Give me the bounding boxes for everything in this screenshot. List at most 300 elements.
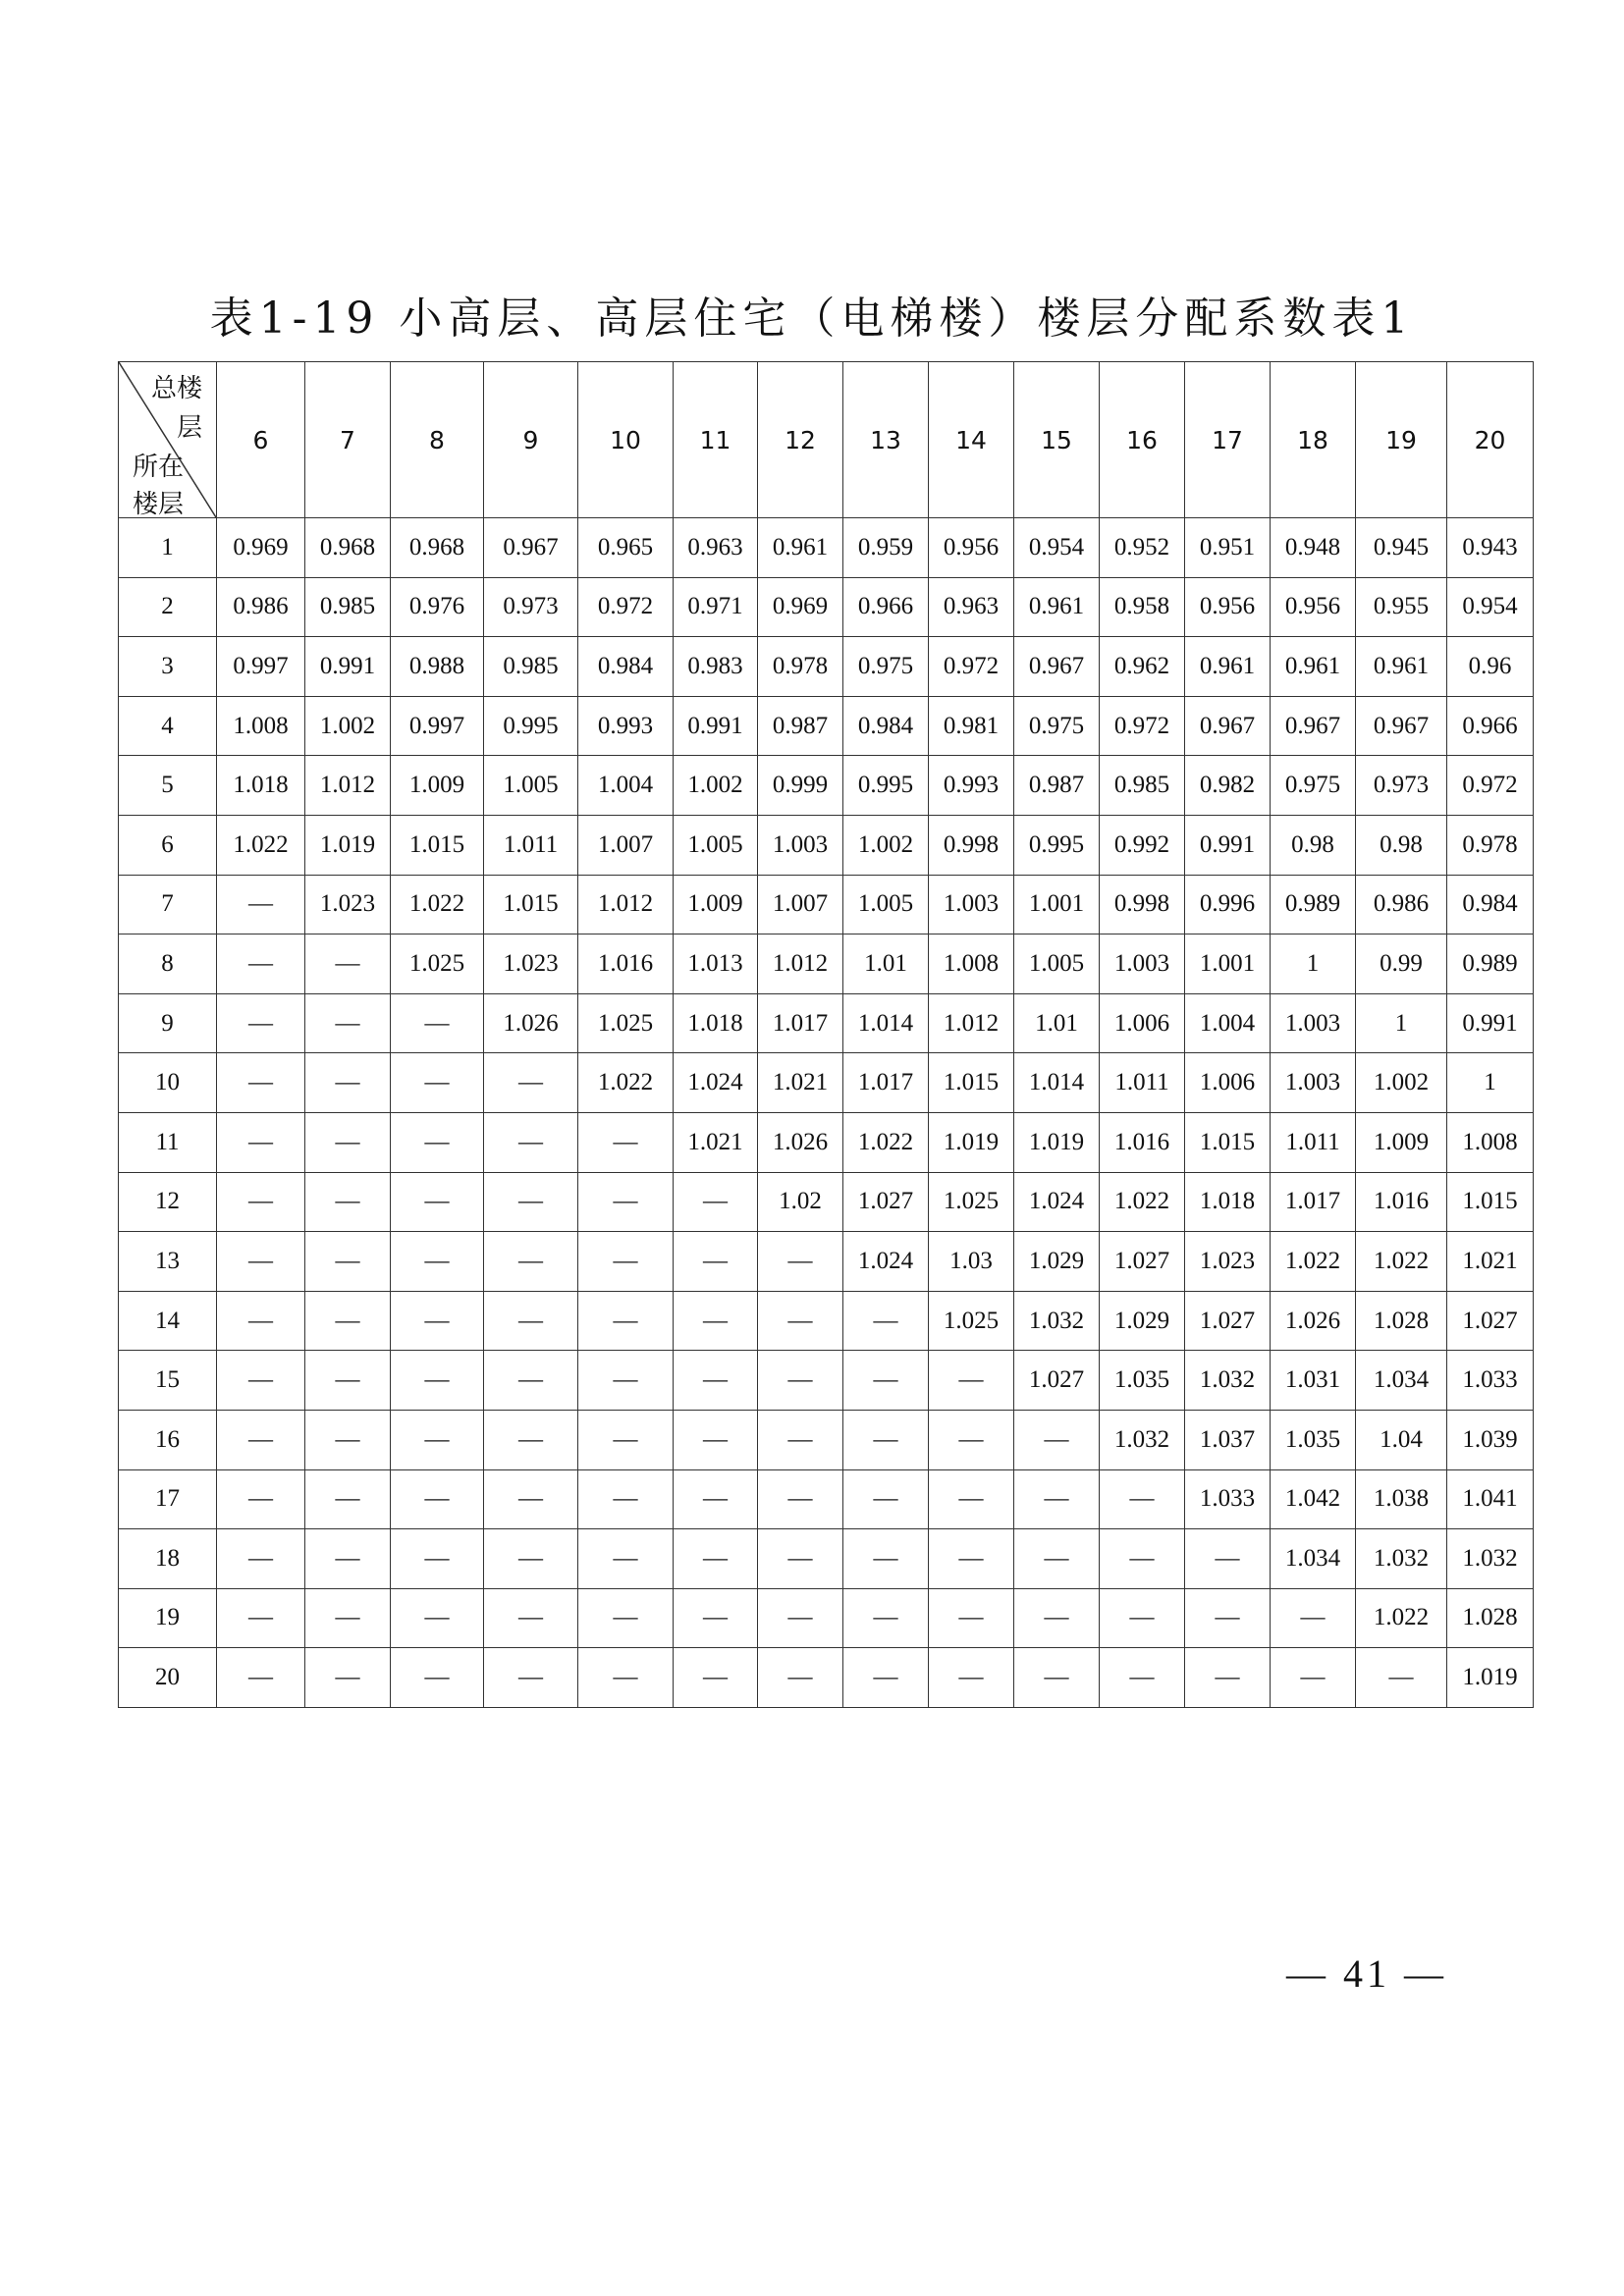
coefficient-cell: 1.007: [758, 875, 843, 934]
coefficient-cell: 1.02: [758, 1172, 843, 1232]
coefficient-cell: —: [674, 1172, 758, 1232]
coefficient-cell: —: [217, 1648, 305, 1708]
coefficient-cell: 1.034: [1271, 1529, 1356, 1589]
coefficient-cell: 0.975: [1271, 756, 1356, 816]
coefficient-cell: 1.039: [1447, 1410, 1534, 1469]
coefficient-cell: 0.963: [929, 577, 1014, 637]
coefficient-cell: 1.026: [484, 993, 578, 1053]
coefficient-cell: 1.023: [305, 875, 391, 934]
coefficient-cell: 0.983: [674, 637, 758, 697]
coefficient-cell: 1.001: [1014, 875, 1100, 934]
coefficient-cell: 0.954: [1447, 577, 1534, 637]
floor-label-cell: 9: [119, 993, 217, 1053]
coefficient-cell: —: [305, 993, 391, 1053]
coefficient-cell: —: [843, 1588, 929, 1648]
coefficient-cell: 0.967: [484, 518, 578, 578]
coefficient-cell: 1.016: [1100, 1112, 1185, 1172]
coefficient-cell: 1.023: [1185, 1232, 1271, 1292]
coefficient-cell: 0.987: [758, 696, 843, 756]
coefficient-cell: 1.042: [1271, 1469, 1356, 1529]
coefficient-cell: 0.991: [1185, 815, 1271, 875]
coefficient-cell: 1.018: [217, 756, 305, 816]
column-header: 10: [578, 362, 674, 518]
coefficient-cell: 0.951: [1185, 518, 1271, 578]
coefficient-cell: —: [484, 1588, 578, 1648]
coefficient-cell: 1.038: [1356, 1469, 1447, 1529]
coefficient-cell: 1.011: [1271, 1112, 1356, 1172]
coefficient-cell: —: [305, 1172, 391, 1232]
coefficient-cell: —: [305, 1291, 391, 1351]
coefficient-cell: —: [305, 1232, 391, 1292]
coefficient-cell: 0.984: [843, 696, 929, 756]
coefficient-cell: —: [305, 1351, 391, 1411]
coefficient-cell: —: [217, 1588, 305, 1648]
coefficient-cell: 1.026: [1271, 1291, 1356, 1351]
table-row: [119, 1232, 1534, 1292]
coefficient-cell: 1.026: [758, 1112, 843, 1172]
coefficient-cell: 1.016: [578, 934, 674, 994]
coefficient-cell: 0.996: [1185, 875, 1271, 934]
coefficient-cell: 0.975: [1014, 696, 1100, 756]
coefficient-cell: 1.017: [843, 1053, 929, 1113]
coefficient-cell: 0.965: [578, 518, 674, 578]
floor-label-cell: 10: [119, 1053, 217, 1113]
coefficient-cell: 1.017: [758, 993, 843, 1053]
column-header: 11: [674, 362, 758, 518]
coefficient-cell: 1.029: [1100, 1291, 1185, 1351]
table-row: [119, 518, 1534, 578]
coefficient-cell: 1.009: [674, 875, 758, 934]
coefficient-cell: 0.995: [843, 756, 929, 816]
floor-label-cell: 6: [119, 815, 217, 875]
coefficient-cell: 1.006: [1100, 993, 1185, 1053]
coefficient-cell: 1.032: [1447, 1529, 1534, 1589]
coefficient-cell: 0.981: [929, 696, 1014, 756]
coefficient-cell: 0.98: [1356, 815, 1447, 875]
coefficient-cell: —: [217, 1410, 305, 1469]
coefficient-cell: —: [484, 1469, 578, 1529]
coefficient-cell: —: [1100, 1529, 1185, 1589]
coefficient-cell: 0.963: [674, 518, 758, 578]
coefficient-cell: —: [305, 1053, 391, 1113]
corner-label-total: 总楼: [150, 374, 202, 403]
coefficient-cell: 1.022: [391, 875, 484, 934]
coefficient-cell: —: [843, 1410, 929, 1469]
coefficient-cell: 1.015: [929, 1053, 1014, 1113]
coefficient-cell: 0.986: [217, 577, 305, 637]
column-header: 17: [1185, 362, 1271, 518]
coefficient-cell: —: [843, 1529, 929, 1589]
coefficient-cell: 0.99: [1356, 934, 1447, 994]
coefficient-cell: 1.009: [1356, 1112, 1447, 1172]
coefficient-cell: 1.025: [391, 934, 484, 994]
coefficient-cell: 1.018: [674, 993, 758, 1053]
coefficient-cell: —: [674, 1648, 758, 1708]
coefficient-cell: 0.998: [929, 815, 1014, 875]
coefficient-cell: 1.033: [1185, 1469, 1271, 1529]
coefficient-cell: 1.015: [484, 875, 578, 934]
coefficient-cell: 1.008: [929, 934, 1014, 994]
table-row: [119, 577, 1534, 637]
coefficient-cell: 1.022: [1271, 1232, 1356, 1292]
coefficient-cell: —: [484, 1232, 578, 1292]
coefficient-cell: 1.005: [484, 756, 578, 816]
coefficient-cell: 0.993: [578, 696, 674, 756]
coefficient-cell: —: [305, 1588, 391, 1648]
coefficient-cell: —: [217, 1112, 305, 1172]
coefficient-cell: —: [578, 1172, 674, 1232]
coefficient-cell: 0.948: [1271, 518, 1356, 578]
floor-label-cell: 12: [119, 1172, 217, 1232]
coefficient-cell: 0.989: [1271, 875, 1356, 934]
corner-header-cell: [119, 362, 217, 518]
coefficient-cell: 1.009: [391, 756, 484, 816]
coefficient-cell: 0.961: [1185, 637, 1271, 697]
coefficient-cell: 1.017: [1271, 1172, 1356, 1232]
coefficient-cell: —: [217, 1291, 305, 1351]
coefficient-cell: —: [391, 1648, 484, 1708]
page-number: — 41 —: [1286, 1951, 1447, 1996]
coefficient-cell: 1.005: [843, 875, 929, 934]
table-row: [119, 1053, 1534, 1113]
coefficient-cell: 1.011: [484, 815, 578, 875]
coefficient-cell: 1.019: [1014, 1112, 1100, 1172]
coefficient-cell: —: [217, 993, 305, 1053]
table-row: [119, 1291, 1534, 1351]
table-row: [119, 815, 1534, 875]
coefficient-cell: 0.995: [484, 696, 578, 756]
table-row: [119, 1112, 1534, 1172]
coefficient-cell: 0.978: [758, 637, 843, 697]
coefficient-cell: —: [1014, 1469, 1100, 1529]
coefficient-cell: 0.961: [1356, 637, 1447, 697]
coefficient-cell: —: [843, 1648, 929, 1708]
coefficient-cell: 1.025: [929, 1172, 1014, 1232]
floor-label-cell: 14: [119, 1291, 217, 1351]
coefficient-cell: 1.015: [1447, 1172, 1534, 1232]
coefficient-cell: 1.019: [305, 815, 391, 875]
table-row: [119, 1172, 1534, 1232]
coefficient-cell: 1.025: [578, 993, 674, 1053]
coefficient-cell: 1.004: [578, 756, 674, 816]
coefficient-cell: —: [484, 1291, 578, 1351]
coefficient-cell: —: [578, 1291, 674, 1351]
coefficient-cell: —: [217, 1232, 305, 1292]
coefficient-cell: 0.982: [1185, 756, 1271, 816]
coefficient-cell: —: [674, 1291, 758, 1351]
coefficient-cell: 0.961: [1014, 577, 1100, 637]
floor-label-cell: 11: [119, 1112, 217, 1172]
coefficient-cell: 1.012: [929, 993, 1014, 1053]
coefficient-cell: 0.968: [391, 518, 484, 578]
coefficient-cell: 0.971: [674, 577, 758, 637]
coefficient-cell: 0.984: [578, 637, 674, 697]
coefficient-cell: 1.008: [1447, 1112, 1534, 1172]
coefficient-cell: —: [578, 1529, 674, 1589]
coefficient-cell: —: [217, 1053, 305, 1113]
coefficient-cell: 1.027: [1100, 1232, 1185, 1292]
coefficient-cell: 0.998: [1100, 875, 1185, 934]
coefficient-cell: 1.035: [1100, 1351, 1185, 1411]
coefficient-cell: —: [484, 1410, 578, 1469]
coefficient-cell: —: [1014, 1529, 1100, 1589]
coefficient-cell: 1.024: [1014, 1172, 1100, 1232]
coefficient-cell: 1.021: [1447, 1232, 1534, 1292]
coefficient-cell: 1.028: [1447, 1588, 1534, 1648]
coefficient-cell: 1.037: [1185, 1410, 1271, 1469]
coefficient-cell: —: [674, 1351, 758, 1411]
coefficient-cell: —: [391, 1053, 484, 1113]
table-row: [119, 637, 1534, 697]
coefficient-cell: 1.015: [1185, 1112, 1271, 1172]
coefficient-cell: 0.954: [1014, 518, 1100, 578]
coefficient-cell: —: [391, 1529, 484, 1589]
table-title: 表1-19 小高层、高层住宅（电梯楼）楼层分配系数表1: [209, 294, 1415, 344]
coefficient-cell: —: [217, 1351, 305, 1411]
coefficient-cell: 1.024: [674, 1053, 758, 1113]
coefficient-cell: 1: [1271, 934, 1356, 994]
coefficient-cell: —: [391, 1410, 484, 1469]
coefficient-cell: 0.972: [1447, 756, 1534, 816]
coefficient-cell: 1.01: [843, 934, 929, 994]
header-row: [119, 362, 1534, 518]
coefficient-cell: 1.012: [578, 875, 674, 934]
coefficient-cell: —: [217, 875, 305, 934]
coefficient-cell: 1.04: [1356, 1410, 1447, 1469]
coefficient-cell: 0.972: [1100, 696, 1185, 756]
coefficient-cell: —: [305, 1648, 391, 1708]
coefficient-cell: —: [758, 1232, 843, 1292]
coefficient-cell: —: [1014, 1410, 1100, 1469]
table-body: [119, 518, 1534, 1708]
coefficient-cell: 0.945: [1356, 518, 1447, 578]
coefficient-cell: —: [929, 1588, 1014, 1648]
floor-label-cell: 18: [119, 1529, 217, 1589]
coefficient-cell: 0.997: [217, 637, 305, 697]
coefficient-cell: —: [674, 1469, 758, 1529]
coefficient-cell: —: [484, 1648, 578, 1708]
coefficient-cell: 1.018: [1185, 1172, 1271, 1232]
coefficient-cell: —: [305, 1529, 391, 1589]
coefficient-cell: 1.002: [1356, 1053, 1447, 1113]
coefficient-cell: 1.025: [929, 1291, 1014, 1351]
floor-label-cell: 16: [119, 1410, 217, 1469]
coefficient-cell: 1.027: [843, 1172, 929, 1232]
floor-label-cell: 19: [119, 1588, 217, 1648]
coefficient-cell: 0.967: [1271, 696, 1356, 756]
coefficient-cell: 1.024: [843, 1232, 929, 1292]
coefficient-cell: 0.956: [929, 518, 1014, 578]
floor-label-cell: 1: [119, 518, 217, 578]
coefficient-cell: 0.986: [1356, 875, 1447, 934]
coefficient-cell: 1.019: [1447, 1648, 1534, 1708]
coefficient-cell: 1.022: [843, 1112, 929, 1172]
column-header: 7: [305, 362, 391, 518]
coefficient-table: [118, 361, 1534, 1708]
coefficient-cell: 1.014: [843, 993, 929, 1053]
coefficient-cell: —: [929, 1529, 1014, 1589]
coefficient-cell: —: [1014, 1588, 1100, 1648]
table-row: [119, 696, 1534, 756]
table-row: [119, 875, 1534, 934]
coefficient-cell: —: [758, 1291, 843, 1351]
table-row: [119, 1469, 1534, 1529]
coefficient-cell: 1.003: [758, 815, 843, 875]
coefficient-cell: 0.969: [758, 577, 843, 637]
coefficient-cell: 1.022: [217, 815, 305, 875]
coefficient-cell: —: [391, 1112, 484, 1172]
coefficient-cell: —: [391, 1172, 484, 1232]
coefficient-cell: 0.958: [1100, 577, 1185, 637]
coefficient-cell: 1.005: [1014, 934, 1100, 994]
coefficient-cell: 0.967: [1356, 696, 1447, 756]
coefficient-cell: 0.956: [1271, 577, 1356, 637]
coefficient-cell: 1.021: [674, 1112, 758, 1172]
coefficient-cell: 0.999: [758, 756, 843, 816]
coefficient-cell: 0.952: [1100, 518, 1185, 578]
coefficient-cell: —: [929, 1648, 1014, 1708]
coefficient-cell: 0.959: [843, 518, 929, 578]
coefficient-cell: 0.967: [1014, 637, 1100, 697]
coefficient-cell: —: [305, 934, 391, 994]
coefficient-cell: —: [484, 1529, 578, 1589]
coefficient-cell: 0.988: [391, 637, 484, 697]
coefficient-cell: —: [578, 1410, 674, 1469]
coefficient-cell: 1.022: [1100, 1172, 1185, 1232]
coefficient-cell: —: [217, 1172, 305, 1232]
coefficient-cell: 0.991: [305, 637, 391, 697]
coefficient-cell: 0.968: [305, 518, 391, 578]
coefficient-cell: 1.013: [674, 934, 758, 994]
coefficient-cell: 1.012: [305, 756, 391, 816]
coefficient-cell: 1.011: [1100, 1053, 1185, 1113]
coefficient-cell: —: [578, 1648, 674, 1708]
coefficient-cell: 0.989: [1447, 934, 1534, 994]
coefficient-cell: —: [1100, 1469, 1185, 1529]
coefficient-cell: 0.985: [1100, 756, 1185, 816]
coefficient-cell: —: [929, 1410, 1014, 1469]
coefficient-cell: 1.027: [1185, 1291, 1271, 1351]
coefficient-cell: —: [758, 1648, 843, 1708]
coefficient-cell: 0.987: [1014, 756, 1100, 816]
column-header: 18: [1271, 362, 1356, 518]
coefficient-cell: 1.007: [578, 815, 674, 875]
coefficient-cell: 1.002: [674, 756, 758, 816]
table-row: [119, 1648, 1534, 1708]
column-header: 13: [843, 362, 929, 518]
coefficient-cell: 1.003: [929, 875, 1014, 934]
coefficient-cell: 0.972: [578, 577, 674, 637]
coefficient-cell: 1.035: [1271, 1410, 1356, 1469]
coefficient-cell: —: [758, 1410, 843, 1469]
coefficient-cell: 1.003: [1271, 993, 1356, 1053]
coefficient-cell: 0.978: [1447, 815, 1534, 875]
coefficient-cell: —: [305, 1410, 391, 1469]
floor-label-cell: 17: [119, 1469, 217, 1529]
coefficient-cell: 0.992: [1100, 815, 1185, 875]
coefficient-cell: —: [484, 1172, 578, 1232]
coefficient-cell: 1: [1356, 993, 1447, 1053]
coefficient-cell: —: [391, 993, 484, 1053]
coefficient-cell: 0.955: [1356, 577, 1447, 637]
column-header: 19: [1356, 362, 1447, 518]
coefficient-cell: 1.003: [1271, 1053, 1356, 1113]
coefficient-cell: —: [1185, 1648, 1271, 1708]
coefficient-cell: —: [484, 1053, 578, 1113]
coefficient-cell: —: [674, 1232, 758, 1292]
coefficient-cell: 1.03: [929, 1232, 1014, 1292]
column-header: 12: [758, 362, 843, 518]
floor-label-cell: 13: [119, 1232, 217, 1292]
coefficient-cell: 1.029: [1014, 1232, 1100, 1292]
coefficient-cell: 1.032: [1185, 1351, 1271, 1411]
coefficient-cell: —: [578, 1469, 674, 1529]
coefficient-cell: —: [1185, 1529, 1271, 1589]
coefficient-cell: 1.028: [1356, 1291, 1447, 1351]
coefficient-cell: 1.021: [758, 1053, 843, 1113]
coefficient-cell: 1.014: [1014, 1053, 1100, 1113]
coefficient-cell: 0.995: [1014, 815, 1100, 875]
coefficient-cell: 0.985: [484, 637, 578, 697]
coefficient-cell: 0.967: [1185, 696, 1271, 756]
coefficient-cell: 0.943: [1447, 518, 1534, 578]
coefficient-cell: —: [484, 1351, 578, 1411]
coefficient-cell: 1.027: [1447, 1291, 1534, 1351]
floor-label-cell: 5: [119, 756, 217, 816]
coefficient-cell: —: [217, 1469, 305, 1529]
coefficient-cell: —: [578, 1112, 674, 1172]
floor-label-cell: 15: [119, 1351, 217, 1411]
coefficient-cell: 1.002: [843, 815, 929, 875]
coefficient-cell: 0.96: [1447, 637, 1534, 697]
table-row: [119, 1410, 1534, 1469]
coefficient-cell: —: [674, 1529, 758, 1589]
column-header: 9: [484, 362, 578, 518]
corner-label-current: 所在: [133, 453, 185, 482]
floor-label-cell: 2: [119, 577, 217, 637]
coefficient-cell: 1.008: [217, 696, 305, 756]
coefficient-cell: 1.032: [1356, 1529, 1447, 1589]
column-header: 8: [391, 362, 484, 518]
floor-label-cell: 7: [119, 875, 217, 934]
coefficient-cell: 0.991: [1447, 993, 1534, 1053]
coefficient-cell: —: [578, 1588, 674, 1648]
coefficient-cell: 1.002: [305, 696, 391, 756]
coefficient-cell: —: [484, 1112, 578, 1172]
coefficient-cell: 0.972: [929, 637, 1014, 697]
coefficient-cell: —: [843, 1351, 929, 1411]
coefficient-cell: —: [674, 1410, 758, 1469]
coefficient-cell: 0.973: [1356, 756, 1447, 816]
coefficient-cell: —: [391, 1291, 484, 1351]
coefficient-cell: 0.991: [674, 696, 758, 756]
table-row: [119, 1351, 1534, 1411]
table-row: [119, 1529, 1534, 1589]
coefficient-cell: 0.98: [1271, 815, 1356, 875]
coefficient-cell: 1.031: [1271, 1351, 1356, 1411]
coefficient-cell: 1.041: [1447, 1469, 1534, 1529]
coefficient-cell: —: [1271, 1588, 1356, 1648]
coefficient-cell: 1.023: [484, 934, 578, 994]
coefficient-cell: —: [929, 1351, 1014, 1411]
coefficient-cell: 0.966: [843, 577, 929, 637]
coefficient-cell: 1.005: [674, 815, 758, 875]
coefficient-cell: 1.019: [929, 1112, 1014, 1172]
coefficient-cell: 0.985: [305, 577, 391, 637]
table-row: [119, 1588, 1534, 1648]
column-header: 6: [217, 362, 305, 518]
coefficient-cell: 1.022: [578, 1053, 674, 1113]
